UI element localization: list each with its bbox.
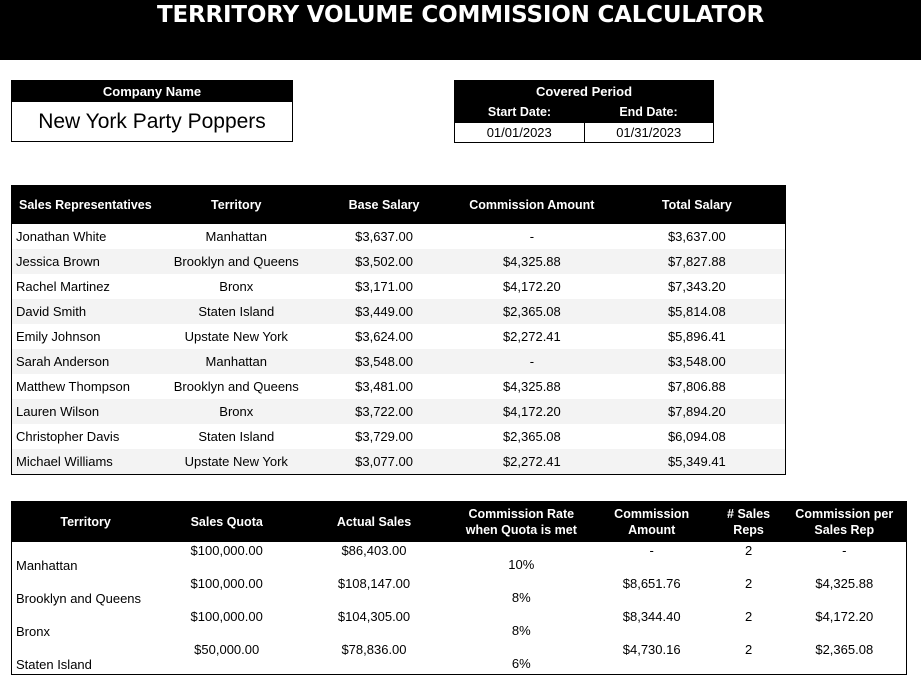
table-cell[interactable]: - — [529, 229, 535, 244]
table-cell[interactable]: Lauren Wilson — [12, 399, 160, 424]
table-cell[interactable]: $3,722.00 — [313, 399, 455, 424]
table-cell[interactable]: $4,172.20 — [455, 399, 609, 424]
col-header: Sales Quota — [159, 502, 294, 543]
col-header: Commission per Sales Rep — [783, 502, 907, 543]
table-cell[interactable]: $8,651.76 — [622, 576, 681, 591]
col-header: Sales Representatives — [12, 186, 160, 225]
col-header: # Sales Reps — [715, 502, 783, 543]
col-header: Commission Rate when Quota is met — [454, 502, 589, 543]
table-cell[interactable]: $100,000.00 — [190, 543, 263, 558]
table-cell[interactable]: Manhattan — [205, 229, 267, 244]
table-cell[interactable]: 2 — [744, 609, 753, 624]
table-cell[interactable]: $3,502.00 — [313, 249, 455, 274]
table-cell[interactable]: Michael Williams — [12, 449, 160, 475]
table-cell[interactable]: $5,349.41 — [609, 449, 786, 475]
table-cell[interactable]: Christopher Davis — [16, 429, 120, 444]
company-box — [11, 80, 293, 142]
sales-reps-table — [11, 185, 786, 475]
table-cell[interactable]: - — [649, 543, 654, 558]
table-cell[interactable]: $4,325.88 — [502, 379, 561, 394]
col-header: Territory — [159, 186, 313, 225]
col-header: Commission Amount — [455, 186, 609, 225]
table-cell[interactable]: $108,147.00 — [337, 576, 411, 591]
table-cell[interactable]: $2,365.08 — [455, 299, 609, 324]
table-cell[interactable]: Staten Island — [198, 429, 275, 444]
table-cell[interactable]: Staten Island — [159, 299, 313, 324]
table-cell[interactable]: - — [842, 543, 847, 558]
table-cell[interactable]: $2,365.08 — [502, 429, 561, 444]
covered-period-label: Covered Period — [455, 81, 713, 102]
table-cell[interactable]: Brooklyn and Queens — [159, 249, 313, 274]
table-cell[interactable]: $4,730.16 — [622, 642, 681, 657]
table-row — [12, 324, 786, 349]
table-row — [12, 608, 907, 641]
table-cell[interactable]: $2,365.08 — [815, 642, 874, 657]
table-cell[interactable]: 8% — [511, 590, 531, 605]
table-cell[interactable]: Upstate New York — [159, 449, 313, 475]
table-cell[interactable]: $7,343.20 — [667, 279, 726, 294]
table-cell[interactable]: $3,624.00 — [355, 329, 413, 344]
table-cell[interactable]: Matthew Thompson — [16, 379, 130, 394]
table-cell[interactable]: $3,637.00 — [667, 229, 726, 244]
table-cell[interactable]: $8,344.40 — [622, 609, 681, 624]
table-cell[interactable]: $4,172.20 — [815, 609, 874, 624]
table-cell[interactable]: $50,000.00 — [194, 642, 260, 657]
table-cell[interactable]: $3,481.00 — [355, 379, 413, 394]
title-banner — [0, 0, 921, 60]
table-row — [12, 575, 907, 608]
table-cell[interactable]: Brooklyn and Queens — [173, 379, 299, 394]
table-cell[interactable]: $6,094.08 — [667, 429, 726, 444]
table-cell[interactable]: Bronx — [219, 279, 254, 294]
table-row — [12, 349, 786, 374]
table-cell[interactable]: Manhattan — [16, 558, 78, 573]
table-row — [12, 542, 907, 575]
table-cell[interactable]: $3,637.00 — [355, 229, 413, 244]
company-label: Company Name — [12, 81, 292, 102]
table-row — [12, 449, 786, 475]
table-cell[interactable]: $104,305.00 — [337, 609, 411, 624]
table-cell[interactable]: $4,325.88 — [455, 249, 609, 274]
col-header: Total Salary — [609, 186, 786, 225]
start-date-cell[interactable]: 01/01/2023 — [455, 123, 585, 142]
table-cell[interactable]: $78,836.00 — [341, 642, 407, 657]
col-header: Commission Amount — [589, 502, 715, 543]
table-row — [12, 224, 786, 249]
table-cell[interactable]: $5,814.08 — [609, 299, 786, 324]
table-row — [12, 374, 786, 399]
table-cell[interactable]: $100,000.00 — [190, 609, 263, 624]
end-date-cell[interactable]: 01/31/2023 — [616, 125, 682, 140]
table-row — [12, 274, 786, 299]
table-row — [12, 299, 786, 324]
table-cell[interactable]: Upstate New York — [184, 329, 288, 344]
table-cell[interactable]: 2 — [744, 543, 753, 558]
table-cell[interactable]: $3,548.00 — [313, 349, 455, 374]
table-cell[interactable]: Emily Johnson — [16, 329, 101, 344]
col-header: Actual Sales — [294, 502, 454, 543]
table-cell[interactable]: $3,449.00 — [313, 299, 455, 324]
table-cell[interactable]: Bronx — [159, 399, 313, 424]
table-cell[interactable]: $3,548.00 — [609, 349, 786, 374]
table-cell[interactable]: 2 — [744, 576, 753, 591]
company-name-cell[interactable]: New York Party Poppers — [38, 110, 266, 133]
end-date-label: End Date: — [619, 105, 678, 119]
table-cell[interactable]: Manhattan — [159, 349, 313, 374]
table-cell[interactable]: David Smith — [12, 299, 160, 324]
territory-table — [11, 501, 907, 675]
table-cell[interactable]: Brooklyn and Queens — [16, 591, 142, 606]
start-date-label: Start Date: — [487, 105, 552, 119]
page-title: TERRITORY VOLUME COMMISSION CALCULATOR — [157, 2, 764, 28]
table-cell[interactable]: 2 — [744, 642, 753, 657]
table-row — [12, 249, 786, 274]
table-cell[interactable]: 6% — [511, 656, 531, 671]
table-cell[interactable]: Bronx — [16, 624, 50, 639]
table-cell[interactable]: $2,272.41 — [455, 449, 609, 475]
table-cell[interactable]: - — [455, 349, 609, 374]
table-cell[interactable]: Jessica Brown — [12, 249, 160, 274]
table-cell[interactable]: Sarah Anderson — [12, 349, 160, 374]
table-cell[interactable]: Staten Island — [16, 657, 92, 672]
table-row — [12, 641, 907, 675]
table-cell[interactable]: 10% — [508, 557, 535, 572]
table-cell[interactable]: $4,325.88 — [815, 576, 874, 591]
col-header: Territory — [12, 502, 160, 543]
table-cell[interactable]: $7,806.88 — [667, 379, 726, 394]
table-cell[interactable]: $4,172.20 — [502, 279, 561, 294]
table-cell[interactable]: Rachel Martinez — [16, 279, 110, 294]
table-cell[interactable]: $2,272.41 — [502, 329, 561, 344]
table-cell[interactable]: $3,729.00 — [355, 429, 413, 444]
table-cell[interactable]: $7,827.88 — [609, 249, 786, 274]
table-cell[interactable]: $3,077.00 — [313, 449, 455, 475]
table-cell[interactable]: $5,896.41 — [667, 329, 726, 344]
table-row — [12, 424, 786, 449]
table-row — [12, 399, 786, 424]
table-cell[interactable]: $3,171.00 — [355, 279, 413, 294]
table-cell[interactable]: Jonathan White — [16, 229, 107, 244]
covered-period-box — [454, 80, 714, 143]
table-cell[interactable]: $100,000.00 — [190, 576, 263, 591]
table-cell[interactable]: 8% — [511, 623, 531, 638]
table-cell[interactable]: $86,403.00 — [341, 543, 407, 558]
table-cell[interactable]: $7,894.20 — [609, 399, 786, 424]
col-header: Base Salary — [313, 186, 455, 225]
